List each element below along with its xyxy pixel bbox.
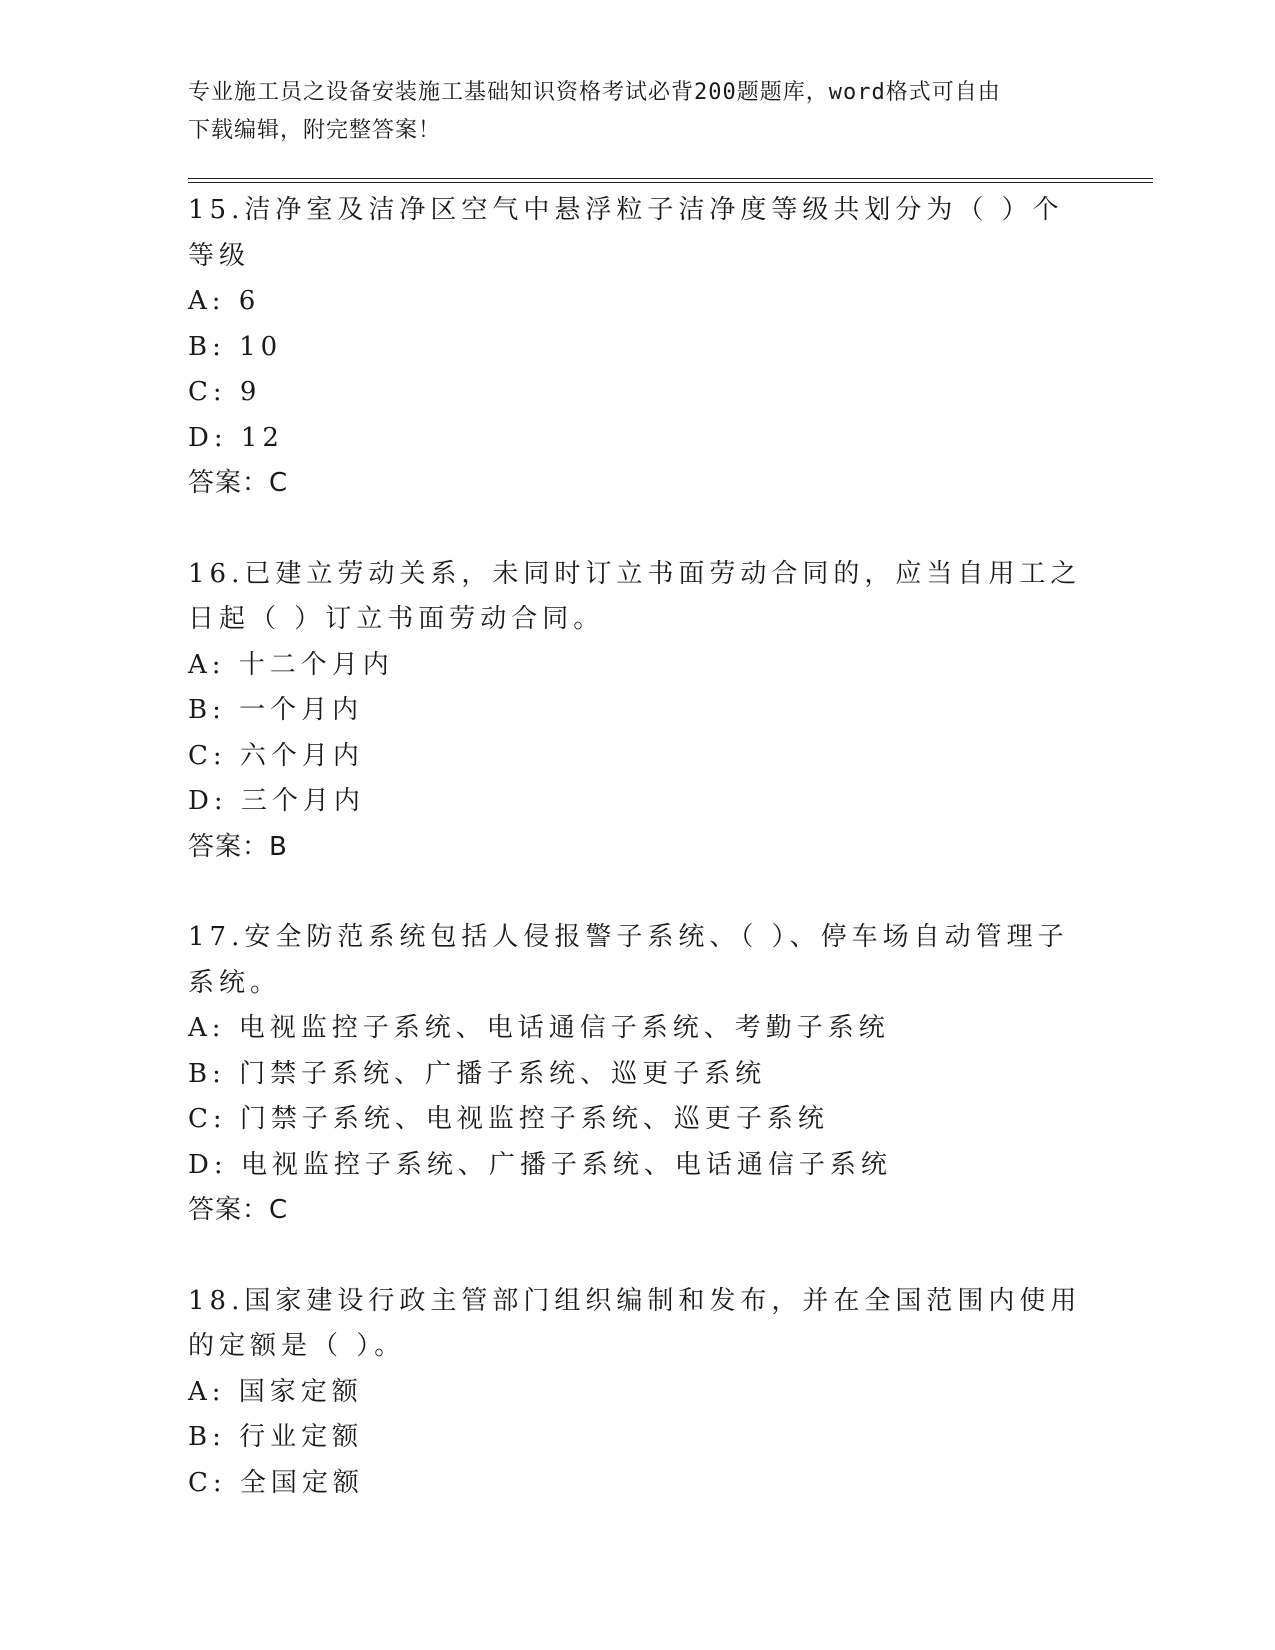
header-divider-top	[188, 178, 1153, 179]
question-16	[188, 552, 1088, 871]
header-line-2: 下载编辑，附完整答案！	[188, 118, 442, 143]
option-c: C: 门禁子系统、电视监控子系统、巡更子系统	[188, 1104, 829, 1134]
option-a: A: 电视监控子系统、电话通信子系统、考勤子系统	[188, 1013, 890, 1043]
option-d: D: 三个月内	[188, 786, 365, 816]
question-18	[188, 1279, 1088, 1507]
option-b: B: 门禁子系统、广播子系统、巡更子系统	[188, 1058, 767, 1089]
question-17	[188, 915, 1088, 1234]
option-d: D: 电视监控子系统、广播子系统、电话通信子系统	[188, 1149, 892, 1180]
option-b: B: 一个月内	[188, 695, 364, 725]
question-stem: 15.洁净室及洁净区空气中悬浮粒子洁净度等级共划分为（ ）个等级	[188, 195, 1064, 271]
question-15	[188, 188, 1088, 507]
option-d: D: 12	[188, 422, 284, 453]
option-b: B: 10	[188, 331, 283, 362]
option-c: C: 六个月内	[188, 740, 364, 771]
option-a: A: 6	[188, 286, 261, 316]
option-a: A: 十二个月内	[188, 649, 394, 680]
option-c: C: 全国定额	[188, 1467, 364, 1498]
option-b: B: 行业定额	[188, 1422, 364, 1452]
header-line-1: 专业施工员之设备安装施工基础知识资格考试必背200题题库，word格式可自由	[188, 80, 1001, 105]
question-stem: 18.国家建设行政主管部门组织编制和发布，并在全国范围内使用的定额是（ ）。	[188, 1285, 1082, 1361]
question-stem: 16.已建立劳动关系，未同时订立书面劳动合同的，应当自用工之日起（ ）订立书面劳动合同。	[188, 558, 1082, 634]
option-a: A: 国家定额	[188, 1376, 363, 1407]
answer-line: 答案：C	[188, 1195, 289, 1225]
document-header	[188, 74, 1068, 150]
question-stem: 17.安全防范系统包括人侵报警子系统、（ ）、停车场自动管理子系统。	[188, 922, 1069, 998]
answer-line: 答案：C	[188, 468, 289, 498]
question-list	[188, 188, 1088, 1551]
header-divider-bottom	[188, 182, 1153, 183]
option-c: C: 9	[188, 377, 262, 407]
answer-line: 答案：B	[188, 831, 288, 862]
